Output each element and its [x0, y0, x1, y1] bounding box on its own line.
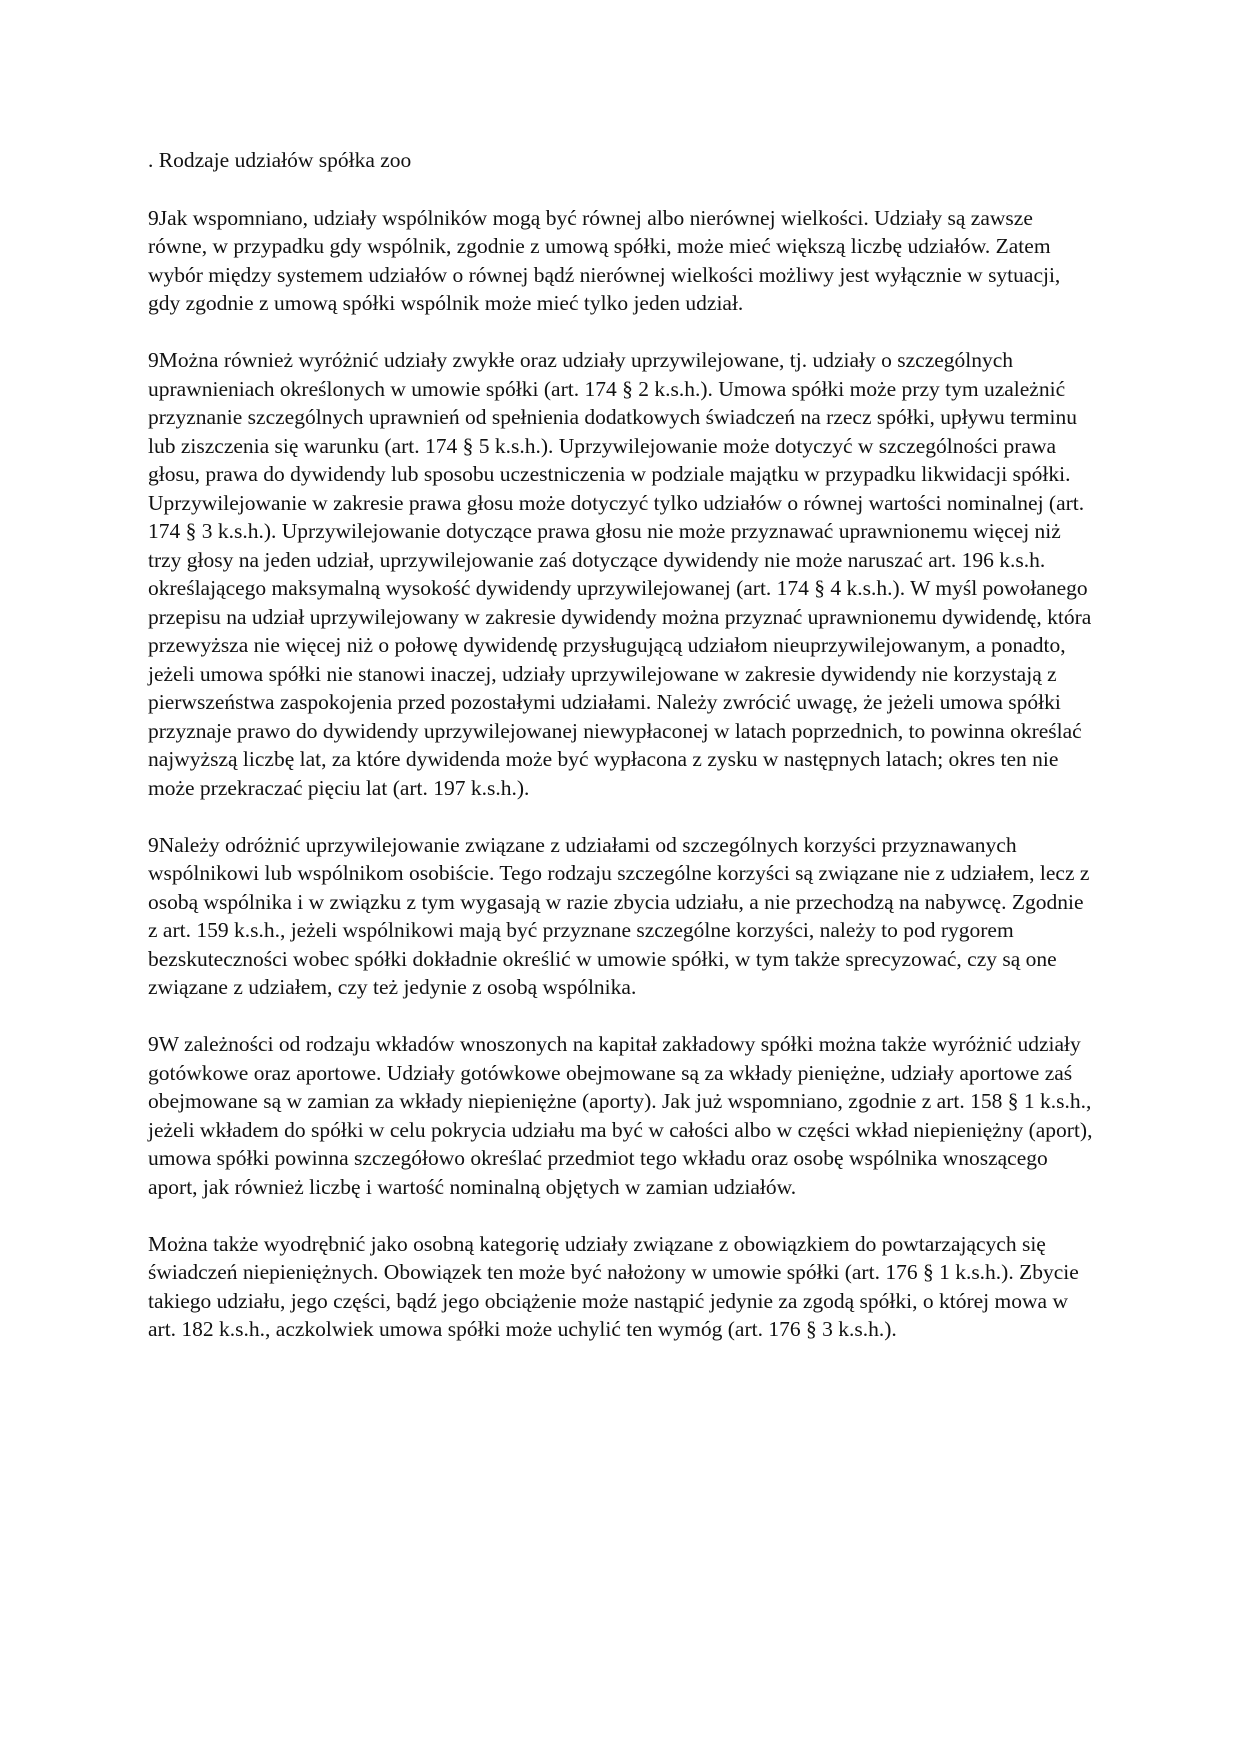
- paragraph: 9Można również wyróżnić udziały zwykłe oraz udziały uprzywilejowane, tj. udziały o szczególnych uprawnieniach określonych w umowie spółki (art. 174 § 2 k.s.h.). Umowa spółki może przy tym uzależnić przyznanie szczególnych uprawnień od spełnienia dodatkowych świadczeń na rzecz spółki, upływu terminu lub ziszczenia się warunku (art. 174 § 5 k.s.h.). Uprzywilejowanie może dotyczyć w szczególności prawa głosu, prawa do dywidendy lub sposobu uczestniczenia w podziale majątku w przypadku likwidacji spółki. Uprzywilejowanie w zakresie prawa głosu może dotyczyć tylko udziałów o równej wartości nominalnej (art. 174 § 3 k.s.h.). Uprzywilejowanie dotyczące prawa głosu nie może przyznawać uprawnionemu więcej niż trzy głosy na jeden udział, uprzywilejowanie zaś dotyczące dywidendy nie może naruszać art. 196 k.s.h. określającego maksymalną wysokość dywidendy uprzywilejowanej (art. 174 § 4 k.s.h.). W myśl powołanego przepisu na udział uprzywilejowany w zakresie dywidendy można przyznać uprawnionemu dywidendę, która przewyższa nie więcej niż o połowę dywidendę przysługującą udziałom nieuprzywilejowanym, a ponadto, jeżeli umowa spółki nie stanowi inaczej, udziały uprzywilejowane w zakresie dywidendy nie korzystają z pierwszeństwa zaspokojenia przed pozostałymi udziałami. Należy zwrócić uwagę, że jeżeli umowa spółki przyznaje prawo do dywidendy uprzywilejowanej niewypłaconej w latach poprzednich, to powinna określać najwyższą liczbę lat, za które dywidenda może być wypłacona z zysku w następnych latach; okres ten nie może przekraczać pięciu lat (art. 197 k.s.h.).: [148, 348, 1092, 800]
- paragraph: 9Należy odróżnić uprzywilejowanie związane z udziałami od szczególnych korzyści przyznawanych wspólnikowi lub wspólnikom osobiście. Tego rodzaju szczególne korzyści są związane nie z udziałem, lecz z osobą wspólnika i w związku z tym wygasają w razie zbycia udziału, a nie przechodzą na nabywcę. Zgodnie z art. 159 k.s.h., jeżeli wspólnikowi mają być przyznane szczególne korzyści, należy to pod rygorem bezskuteczności wobec spółki dokładnie określić w umowie spółki, w tym także sprecyzować, czy są one związane z udziałem, czy też jedynie z osobą wspólnika.: [148, 832, 1090, 999]
- paragraph: Można także wyodrębnić jako osobną kategorię udziały związane z obowiązkiem do powtarzających się świadczeń niepieniężnych. Obowiązek ten może być nałożony w umowie spółki (art. 176 § 1 k.s.h.). Zbycie takiego udziału, jego części, bądź jego obciążenie może nastąpić jedynie za zgodą spółki, o której mowa w art. 182 k.s.h., aczkolwiek umowa spółki może uchylić ten wymóg (art. 176 § 3 k.s.h.).: [148, 1231, 1079, 1341]
- document-title: . Rodzaje udziałów spółka zoo: [148, 148, 412, 172]
- paragraph: 9W zależności od rodzaju wkładów wnoszonych na kapitał zakładowy spółki można także wyróżnić udziały gotówkowe oraz aportowe. Udziały gotówkowe obejmowane są za wkłady pieniężne, udziały aportowe zaś obejmowane są w zamian za wkłady niepieniężne (aporty). Jak już wspomniano, zgodnie z art. 158 § 1 k.s.h., jeżeli wkładem do spółki w celu pokrycia udziału ma być w całości albo w części wkład niepieniężny (aport), umowa spółki powinna szczegółowo określać przedmiot tego wkładu oraz osobę wspólnika wnoszącego aport, jak również liczbę i wartość nominalną objętych w zamian udziałów.: [148, 1032, 1093, 1199]
- paragraph: 9Jak wspomniano, udziały wspólników mogą być równej albo nierównej wielkości. Udziały są zawsze równe, w przypadku gdy wspólnik, zgodnie z umową spółki, może mieć większą liczbę udziałów. Zatem wybór między systemem udziałów o równej bądź nierównej wielkości możliwy jest wyłącznie w sytuacji, gdy zgodnie z umową spółki wspólnik może mieć tylko jeden udział.: [148, 205, 1061, 315]
- document-page: [148, 146, 1096, 1344]
